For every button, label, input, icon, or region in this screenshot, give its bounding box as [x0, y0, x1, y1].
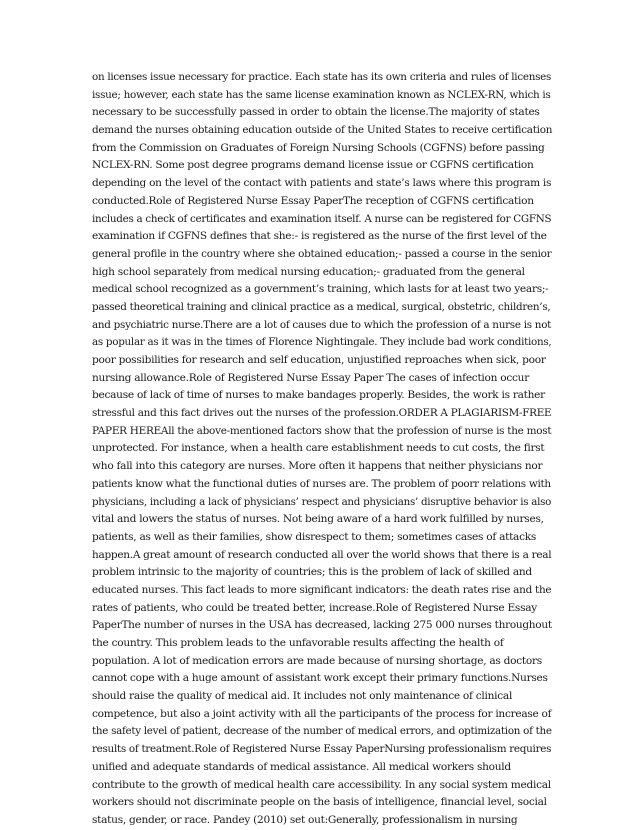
text-line: physicians, including a lack of physicians’ respect and physicians’ disruptive behavior is also — [92, 495, 552, 508]
text-line: poor possibilities for research and self education, unjustified reproaches when sick, poor — [92, 354, 546, 366]
text-line: contribute to the growth of medical health care accessibility. In any social system medical — [92, 778, 551, 791]
text-line: patients, as well as their families, show disrespect to them; sometimes cases of attacks — [92, 530, 537, 543]
text-line: status, gender, or race. Pandey (2010) set out:Generally, professionalism in nursing — [92, 813, 518, 826]
text-line: medical school recognized as a government’s training, which lasts for at least two years;- — [92, 283, 549, 296]
text-line: should raise the quality of medical aid. It includes not only maintenance of clinical — [92, 690, 513, 703]
text-line: PAPER HEREAll the above-mentioned factors show that the profession of nurse is the most — [92, 424, 552, 437]
text-line: patients know what the functional duties of nurses are. The problem of poorr relations with — [92, 477, 551, 490]
text-line: conducted.Role of Registered Nurse Essay PaperThe reception of CGFNS certification — [92, 194, 534, 207]
text-line: unprotected. For instance, when a health care establishment needs to cut costs, the first — [92, 442, 545, 455]
text-line: issue; however, each state has the same license examination known as NCLEX-RN, which is — [92, 88, 551, 101]
text-line: from the Commission on Graduates of Foreign Nursing Schools (CGFNS) before passing — [92, 141, 545, 154]
text-line: competence, but also a joint activity with all the participants of the process for increase of — [92, 707, 552, 720]
text-line: workers should not discriminate people on the basis of intelligence, financial level, social — [92, 796, 547, 809]
text-line: the country. This problem leads to the unfavorable results affecting the health of — [92, 637, 504, 649]
text-line: includes a check of certificates and examination itself. A nurse can be registered for CGFNS — [92, 212, 552, 225]
text-line: because of lack of time of nurses to make bandages properly. Besides, the work is rather — [92, 389, 545, 402]
text-line: population. A lot of medication errors are made because of nursing shortage, as doctors — [92, 654, 542, 667]
text-line: unified and adequate standards of medical assistance. All medical workers should — [92, 760, 511, 773]
text-line: PaperThe number of nurses in the USA has decreased, lacking 275 000 nurses throughout — [92, 619, 552, 632]
text-line: the safety level of patient, decrease of the number of medical errors, and optimization of the — [92, 725, 552, 738]
text-line: on licenses issue necessary for practice. Each state has its own criteria and rules of licenses — [92, 71, 551, 83]
text-line: depending on the level of the contact with patients and state’s laws where this program is — [92, 177, 552, 190]
text-line: examination if CGFNS defines that she:- is registered as the nurse of the first level of the — [92, 230, 547, 243]
text-line: vital and lowers the status of nurses. Not being aware of a hard work fulfilled by nurses, — [92, 513, 544, 526]
text-line: and psychiatric nurse.There are a lot of causes due to which the profession of a nurse is not — [92, 318, 552, 331]
text-line: nursing allowance.Role of Registered Nurse Essay Paper The cases of infection occur — [92, 371, 530, 384]
text-line: rates of patients, who could be treated better, increase.Role of Registered Nurse Essay — [92, 601, 537, 614]
text-line: results of treatment.Role of Registered Nurse Essay PaperNursing professionalism requires — [92, 743, 552, 756]
text-line: general profile in the country where she obtained education;- passed a course in the senior — [92, 247, 552, 260]
text-line: NCLEX-RN. Some post degree programs demand license issue or CGFNS certification — [92, 159, 534, 172]
text-line: passed theoretical training and clinical practice as a medical, surgical, obstetric, children’s, — [92, 300, 551, 313]
text-line: as popular as it was in the times of Florence Nightingale. They include bad work conditions, — [92, 336, 552, 349]
body-text — [92, 69, 552, 830]
text-line: problem intrinsic to the majority of countries; this is the problem of lack of skilled and — [92, 566, 532, 579]
text-line: who fall into this category are nurses. More often it happens that neither physicians nor — [92, 460, 543, 473]
text-line: demand the nurses obtaining education outside of the United States to receive certification — [92, 124, 553, 137]
text-line: necessary to be successfully passed in order to obtain the license.The majority of states — [92, 106, 540, 119]
text-line: high school separately from medical nursing education;- graduated from the general — [92, 265, 525, 278]
text-line: educated nurses. This fact leads to more significant indicators: the death rates rise and the — [92, 583, 552, 596]
text-line: stressful and this fact drives out the nurses of the profession.ORDER A PLAGIARISM-FREE — [92, 407, 552, 420]
text-line: cannot cope with a huge amount of assistant work except their primary functions.Nurses — [92, 672, 548, 685]
text-line: happen.A great amount of research conducted all over the world shows that there is a real — [92, 548, 552, 561]
